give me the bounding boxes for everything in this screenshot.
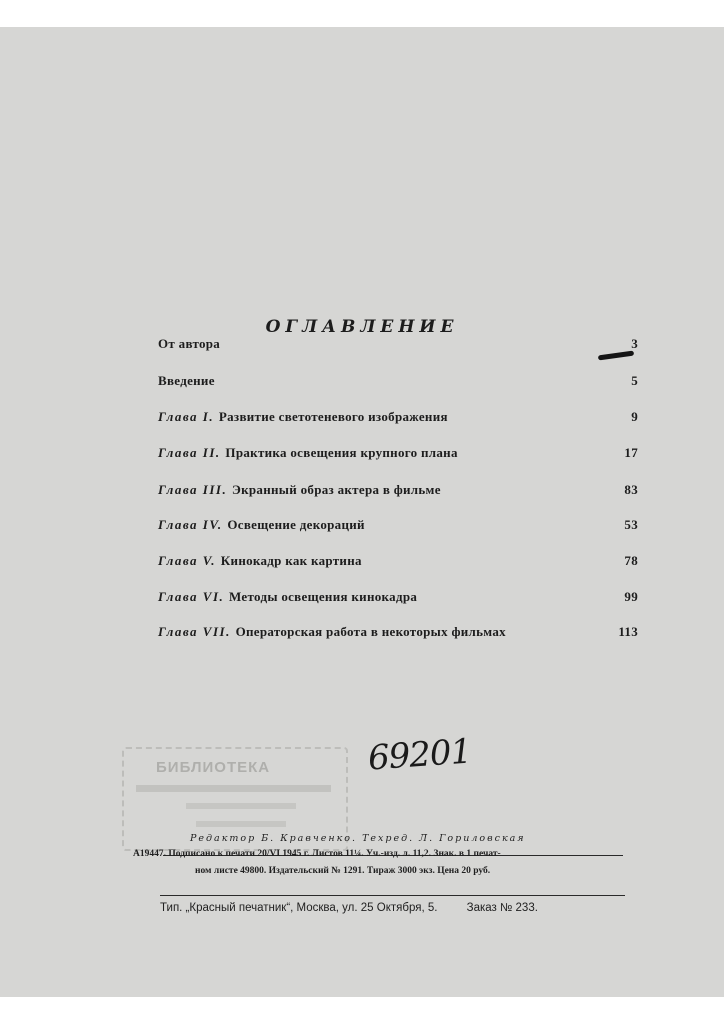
toc-entry	[158, 373, 638, 393]
toc-entry-chapter: Глава II.	[158, 445, 226, 460]
imprint-details-line: ном листе 49800. Издательский № 1291. Тираж 3000 экз. Цена 20 руб.	[195, 866, 491, 876]
toc-entry-title: Введение	[158, 373, 215, 388]
toc-entry-title: Развитие светотеневого изображения	[218, 409, 448, 424]
printer-name: Тип. „Красный печатник“, Москва, ул. 25 Октября, 5.	[160, 902, 438, 914]
toc-entry-page: 17	[624, 445, 638, 460]
toc-entry-chapter: Глава VII.	[158, 624, 236, 639]
toc-entry-title: От автора	[158, 336, 221, 351]
toc-entry-chapter: Глава IV.	[158, 517, 228, 532]
imprint-editors: Редактор Б. Кравченко. Техред. Л. Гориловская	[190, 833, 526, 844]
order-number: Заказ № 233.	[466, 902, 538, 914]
toc-entry-title: Методы освещения кинокадра	[229, 589, 418, 604]
toc-entry	[158, 336, 638, 356]
toc-title: ОГЛАВЛЕНИЕ	[265, 317, 459, 337]
toc-entry	[158, 409, 638, 429]
imprint-details-line: А19447. Подписано к печати 20/VI 1945 г. Листов 11¼. Уч.-изд. л. 11,2. Знак. в 1 печат-	[133, 849, 501, 859]
imprint-bottom-rule	[160, 895, 625, 896]
toc-entry-page: 78	[624, 553, 638, 568]
toc-entry-title: Освещение декораций	[227, 517, 365, 532]
toc-entry-title: Кинокадр как картина	[220, 553, 362, 568]
stamp-faded-line	[136, 785, 331, 792]
stamp-faded-line	[186, 803, 296, 809]
toc-entry-page: 53	[624, 517, 638, 532]
toc-entry	[158, 589, 638, 609]
printer-line	[160, 902, 630, 914]
toc-entry-page: 113	[618, 624, 638, 639]
document-page	[0, 27, 724, 997]
stamp-faded-line	[196, 821, 286, 827]
toc-entry	[158, 553, 638, 573]
toc-entry-page: 5	[631, 373, 638, 388]
handwritten-inventory-number: 69201	[366, 731, 473, 779]
toc-entry	[158, 517, 638, 537]
toc-entry-chapter: Глава VI.	[158, 589, 230, 604]
toc-entry-page: 83	[624, 482, 638, 497]
toc-entry-chapter: Глава III.	[158, 482, 232, 497]
toc-entry-title: Экранный образ актера в фильме	[231, 482, 441, 497]
toc-entry-title: Операторская работа в некоторых фильмах	[235, 624, 506, 639]
toc-entry	[158, 482, 638, 502]
stamp-text: БИБЛИОТЕКА	[156, 759, 271, 776]
toc-entry-page: 9	[631, 409, 638, 424]
toc-entry	[158, 445, 638, 465]
toc-entry-page: 99	[624, 589, 638, 604]
toc-entry-chapter: Глава I.	[158, 409, 219, 424]
toc-entry-page: 3	[631, 336, 638, 351]
toc-entry	[158, 624, 638, 644]
toc-entry-chapter: Глава V.	[158, 553, 221, 568]
toc-entry-title: Практика освещения крупного плана	[225, 445, 458, 460]
